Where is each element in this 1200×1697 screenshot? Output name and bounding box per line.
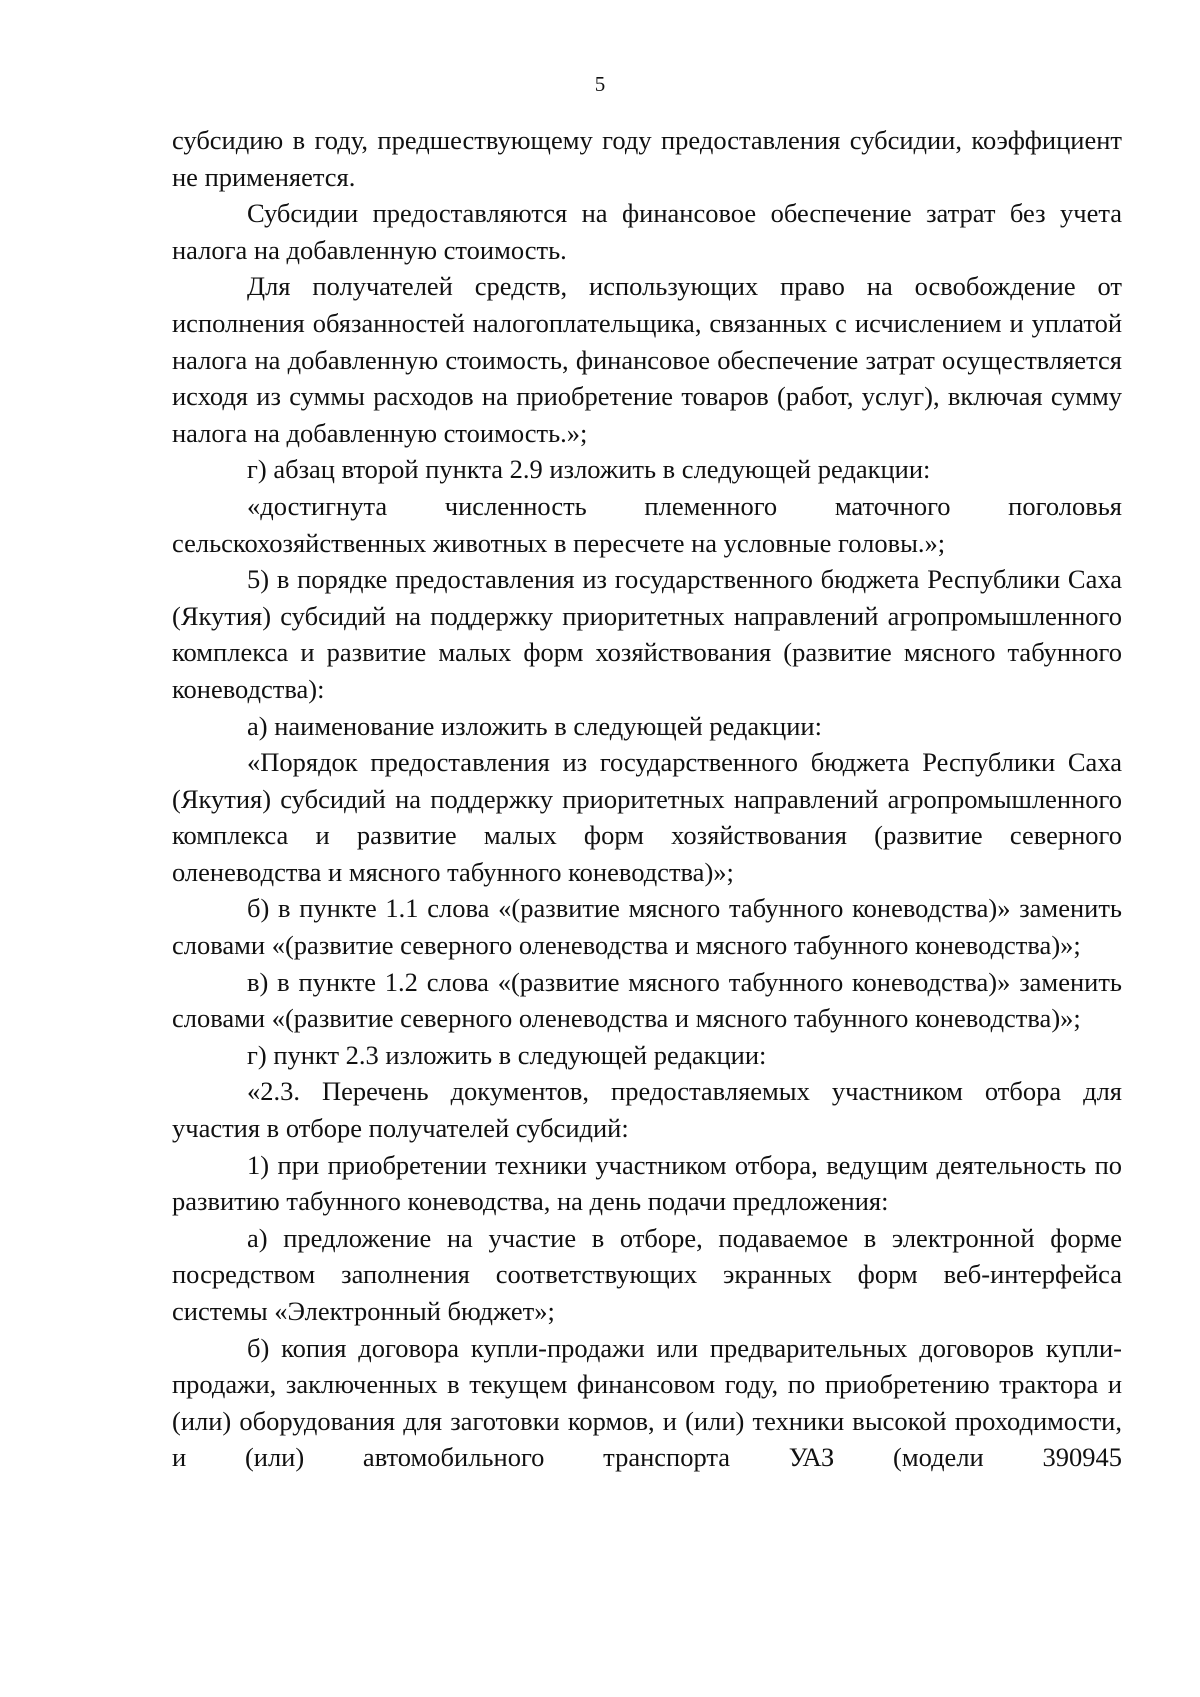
page-number: 5 bbox=[594, 72, 606, 96]
paragraph-quote-livestock: «достигнута численность племенного маточного поголовья сельскохозяйственных животных в пересчете на условные головы.»; bbox=[172, 490, 1122, 558]
document-body bbox=[172, 122, 1122, 1476]
paragraph-subitem-b-contract: б) копия договора купли-продажи или предварительных договоров купли-продажи, заключенных в текущем финансовом году, по приобретению трактора и (или) оборудования для заготовки кормов, и (или) техники высокой проходимости, и (или) автомобильного транспорта УАЗ (модели 390945 bbox=[172, 1332, 1122, 1473]
paragraph-quote-procedure-title: «Порядок предоставления из государственного бюджета Республики Саха (Якутия) субсидий на поддержку приоритетных направлений агропромышленного комплекса и развитие малых форм хозяйствования (развитие северного оленеводства и мясного табунного коневодства)»; bbox=[172, 747, 1122, 887]
paragraph-vat-exclusion: Субсидии предоставляются на финансовое обеспечение затрат без учета налога на добавленную стоимость. bbox=[172, 198, 1122, 265]
paragraph-item-5: 5) в порядке предоставления из государственного бюджета Республики Саха (Якутия) субсидий на поддержку приоритетных направлений агропромышленного комплекса и развитие малых форм хозяйствования (развитие мясного табунного коневодства): bbox=[172, 564, 1122, 704]
paragraph-quote-2-3: «2.3. Перечень документов, предоставляемых участником отбора для участия в отборе получателей субсидий: bbox=[172, 1076, 1122, 1144]
paragraph-vat-exemption: Для получателей средств, использующих право на освобождение от исполнения обязанностей налогоплательщика, связанных с исчислением и уплатой налога на добавленную стоимость, финансовое обеспечение затрат осуществляется исходя из суммы расходов на приобретение товаров (работ, услуг), включая сумму налога на добавленную стоимость.»; bbox=[172, 271, 1122, 448]
paragraph-item-v-1-2: в) в пункте 1.2 слова «(развитие мясного табунного коневодства)» заменить словами «(развитие северного оленеводства и мясного табунного коневодства)»; bbox=[172, 966, 1122, 1034]
paragraph-coefficient: субсидию в году, предшествующему году предоставления субсидии, коэффициент не применяется. bbox=[172, 125, 1122, 192]
paragraph-subitem-a-proposal: а) предложение на участие в отборе, подаваемое в электронной форме посредством заполнения соответствующих экранных форм веб-интерфейса системы «Электронный бюджет»; bbox=[172, 1222, 1122, 1326]
paragraph-item-g-2-9: г) абзац второй пункта 2.9 изложить в следующей редакции: bbox=[247, 454, 931, 485]
paragraph-item-a-title: а) наименование изложить в следующей редакции: bbox=[247, 710, 822, 741]
paragraph-item-g-2-3: г) пункт 2.3 изложить в следующей редакции: bbox=[247, 1039, 767, 1070]
paragraph-subitem-1: 1) при приобретении техники участником отбора, ведущим деятельность по развитию табунного коневодства, на день подачи предложения: bbox=[172, 1149, 1122, 1217]
paragraph-item-b-1-1: б) в пункте 1.1 слова «(развитие мясного табунного коневодства)» заменить словами «(развитие северного оленеводства и мясного табунного коневодства)»; bbox=[172, 893, 1122, 961]
